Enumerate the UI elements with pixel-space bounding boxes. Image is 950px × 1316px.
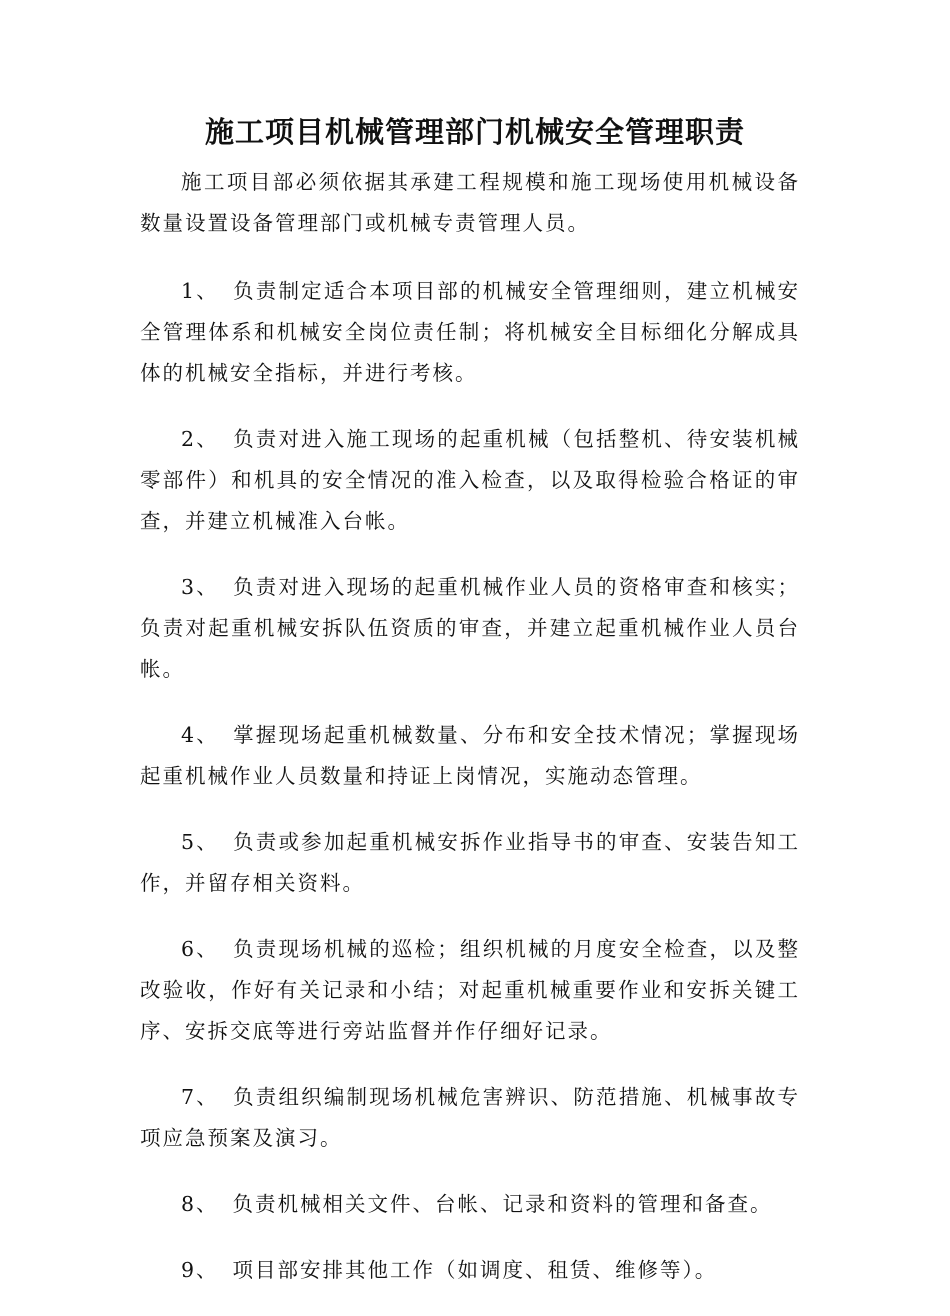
item-text: 负责对进入现场的起重机械作业人员的资格审查和核实；负责对起重机械安拆队伍资质的审查，并建立起重机械作业人员台帐。	[140, 575, 801, 681]
item-text: 负责或参加起重机械安拆作业指导书的审查、安装告知工作，并留存相关资料。	[140, 830, 801, 895]
list-item-8	[140, 1184, 800, 1225]
item-number: 2、	[181, 427, 219, 451]
item-number: 4、	[181, 723, 219, 747]
item-text: 项目部安排其他工作（如调度、租赁、维修等）。	[232, 1258, 718, 1282]
item-number: 1、	[181, 279, 219, 303]
item-number: 5、	[181, 830, 219, 854]
item-number: 3、	[181, 575, 219, 599]
list-item-3	[140, 567, 800, 690]
list-item-7	[140, 1077, 800, 1159]
list-item-6	[140, 929, 800, 1052]
list-item-9	[140, 1250, 800, 1291]
item-text: 负责对进入施工现场的起重机械（包括整机、待安装机械零部件）和机具的安全情况的准入检查，以及取得检验合格证的审查，并建立机械准入台帐。	[140, 427, 801, 533]
document-body	[140, 162, 800, 1316]
intro-paragraph: 施工项目部必须依据其承建工程规模和施工现场使用机械设备数量设置设备管理部门或机械专责管理人员。	[140, 170, 800, 235]
list-item-4	[140, 715, 800, 797]
item-number: 7、	[181, 1085, 219, 1109]
item-number: 6、	[181, 937, 219, 961]
item-number: 9、	[181, 1258, 219, 1282]
item-text: 负责机械相关文件、台帐、记录和资料的管理和备查。	[232, 1192, 773, 1216]
item-text: 负责组织编制现场机械危害辨识、防范措施、机械事故专项应急预案及演习。	[140, 1085, 801, 1150]
list-item-2	[140, 419, 800, 542]
item-text: 掌握现场起重机械数量、分布和安全技术情况；掌握现场起重机械作业人员数量和持证上岗情况，实施动态管理。	[140, 723, 801, 788]
list-item-1	[140, 271, 800, 394]
list-item-5	[140, 822, 800, 904]
item-text: 负责制定适合本项目部的机械安全管理细则，建立机械安全管理体系和机械安全岗位责任制；将机械安全目标细化分解成具体的机械安全指标，并进行考核。	[140, 279, 801, 385]
document-title: 施工项目机械管理部门机械安全管理职责	[204, 115, 745, 149]
item-number: 8、	[181, 1192, 219, 1216]
item-text: 负责现场机械的巡检；组织机械的月度安全检查，以及整改验收，作好有关记录和小结；对起重机械重要作业和安拆关键工序、安拆交底等进行旁站监督并作仔细好记录。	[140, 937, 801, 1043]
